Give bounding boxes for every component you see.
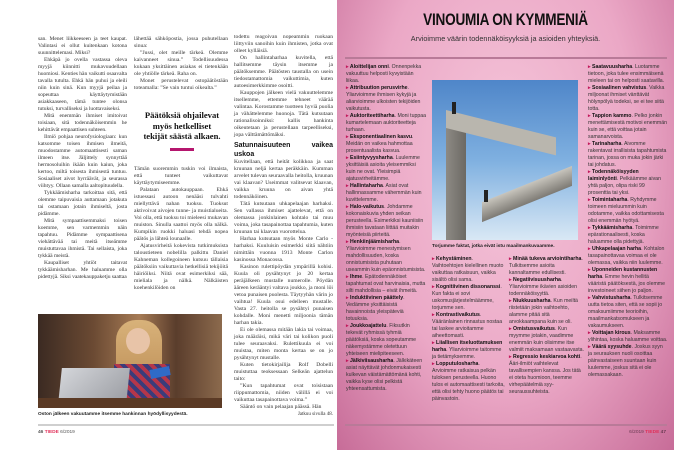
bullet-arrow-icon: ▸ xyxy=(588,64,593,70)
bias-description: Yliarvioimme ikävien asioiden todennäköisyyttä. xyxy=(509,284,578,297)
photo-caption: Oston jälkeen vakuutamme itsemme hankinnan hyödyllisyydestä. xyxy=(38,412,188,417)
bias-item: ▸ Ihme. Epätodennäköiset tapahtumat ovat harvinaisia, mutta silti mahdollisia – eivät ihmeitä. xyxy=(346,274,426,294)
bullet-arrow-icon: ▸ xyxy=(346,323,351,329)
bias-item: ▸ Minää tukeva arviointiharha. Tulkitsemme asioita kannaltamme edullisesti. xyxy=(509,256,583,276)
bullet-arrow-icon: ▸ xyxy=(432,312,437,318)
bias-description: Kun myymme jotakin, vaadimme enemmän kuin olisimme itse valmiit maksamaan vastaavasta. xyxy=(509,326,584,353)
paragraph: ”Jussi, olet meille tärkeä. Olemme kaivanneet sinua.” Todellisuudessa kukaan yksittäinen asiakas ei tietenkään ole yhtiölle tärkeä. Raha on. xyxy=(134,50,228,77)
bias-description: Ryhdymme toimeen mieluummin kuin odotamme, vaikka odottamisesta olisi enemmän hyötyä. xyxy=(588,197,664,224)
bias-term: Uponneiden kustannusten harha xyxy=(588,267,658,280)
bullet-arrow-icon: ▸ xyxy=(588,169,593,175)
bias-term: Attribuution perusvirhe xyxy=(349,85,408,91)
bias-description: Maksamme ylihintaa, koska haluamme voittaa. xyxy=(588,330,668,343)
article-column-1 xyxy=(38,36,127,281)
bias-item: ▸ Kognitiivinen dissonanssi. Kun fakta ei sovi uskomusjärjestelmäämme, torjumme sen. xyxy=(432,284,502,311)
bias-term: Aloittelijan onni xyxy=(349,64,389,70)
bias-item: ▸ Halo-vaikutus. Johdamme kokonaiskuvia yhden seikan perusteella. Esimerkiksi kauniisiin ihmisiin tavataan liittää muitakin myönteisiä piirteitä. xyxy=(346,204,424,238)
bullet-arrow-icon: ▸ xyxy=(588,141,593,147)
bias-item: ▸ Väärä syysuhde. Joskus syyn ja seurauksen nuoli osoittaa päinvastaiseen suuntaan kuin luulemme, joskus sitä ei ole olemassakaan. xyxy=(588,344,663,378)
page-number: 47 xyxy=(660,430,666,435)
section-heading: Satunnaisuuteen vaikea uskoa xyxy=(234,142,333,158)
bias-item: ▸ Henkiinjäämisharha. Yliarvioimme menestymisen mahdollisuuden, koska onnistumisista puhutaan useammin kuin epäonnistumisista. xyxy=(346,239,426,273)
bias-term: Minää tukeva arviointiharha xyxy=(513,256,582,262)
continued-note: Jatkuu sivulla 48. xyxy=(297,412,333,417)
bias-term: Tappion kammo xyxy=(592,113,632,119)
pull-quote xyxy=(140,110,224,151)
bias-description: Arvioimme ratkaisua pelkän tuloksen perusteella. Huono tulos ei automaattisesti tarkoita, että olisi tehty huono päätös tai päinvastoin. xyxy=(432,368,505,402)
bullet-arrow-icon: ▸ xyxy=(509,354,514,360)
bias-item: ▸ Attribuution perusvirhe. Yliarvioimme ihmisen kykyjä ja aliarvioimme ulkoisten tekijöiden vaikutusta. xyxy=(346,85,421,112)
paragraph: ”Kun tapahtumat ovat toisistaan riippumattomia, niiden välillä ei voi vaikuttaa tasapainottava voima.” xyxy=(234,383,333,403)
bias-item: ▸ Sosiaalinen vahvistus. Vaikka miljoonat ihmiset vänttävät hölynpölyä todeksi, se ei tee siitä totta. xyxy=(588,85,665,112)
bias-list-d xyxy=(588,64,668,379)
paragraph: Kasinon rulettipöydän ympärillä kohisi. Kuula oli pysähtynyt jo 20 kertaa peräjälkeen mustalle numerolle. Pöydän ääreen kerääntyi valtava joukko, ja moni löi vetoa punaisen puolesta. Täytyyhän värin jo vaihtua! Kuula osui edelleen mustalle. Vasta 27. heitolla se pysähtyi punaisen kohdalle. Moni menetti miljoonia tämän harhan takia. xyxy=(234,264,333,326)
bias-description: Jälkikäteen asiat näyttävät johdonmukaisesti kulkevan väistämättömänä kohti, vaikka kyse olisi pelkistä yhteensattumista. xyxy=(346,358,423,392)
bias-description: Vedämme yksittäisistä havainnoista yleispäteviä totuuksia. xyxy=(346,302,404,322)
paragraph: lähettää sähköpostia, jossa puhutellaan sinua: xyxy=(134,36,228,49)
bias-item: ▸ Tarinaharha. Aivomme rakentavat irrallisista tapahtumista tarinan, jossa on muka jokin järki tai johdatus. xyxy=(588,141,667,168)
pull-quote-bar xyxy=(170,148,194,151)
paragraph: Tätä kutsutaan uhkapelaajan harhaksi. Sen vallassa ihmiset ajattelevat, että on olemassa jonkinlainen kohtalo tai muu voima, joka tasapainottaa tapahtumia, kuten kruunan tai klaavan vuorottelua. xyxy=(234,201,333,235)
article-column-3 xyxy=(234,34,333,418)
column-3-bottom xyxy=(234,159,333,411)
divider xyxy=(345,57,667,59)
page-title: VINOUMIA ON KYMMENIÄ xyxy=(423,10,588,29)
bias-item: ▸ Omistusvaikutus. Kun myymme jotakin, vaadimme enemmän kuin olisimme itse valmiit maksamaan vastaavasta. xyxy=(509,326,584,353)
bullet-arrow-icon: ▸ xyxy=(588,267,593,273)
bias-item: ▸ Todennäköisyyden laiminlyönti. Pelkäämme aivan yhtä paljon, olipa riski 99 prosenttia tai yksi. xyxy=(588,169,661,196)
bias-item: ▸ Niukkuusharha. Kun meiltä riistetään jokin vaihtoehto, alamme pitää sitä arvokkaampana kuin se oli. xyxy=(509,298,578,325)
bias-item: ▸ Tappion kammo. Pelko jonkin menettämisestä motivoi enemmän kuin se, että voittaa jotain samanarvoista. xyxy=(588,113,667,140)
bias-term: Voittajan kirous xyxy=(592,330,631,336)
bias-description: Asiat ovat hallinnassamme vähemmän kuin kuvittelemme. xyxy=(346,183,422,203)
bias-description: Vääränlainen rinnastus nostaa tai laskee arvioitamme aiheettomasti. xyxy=(432,319,503,339)
bias-term: Lopputulosharha xyxy=(436,361,479,367)
paragraph: Harhaa kutsutaan myös Monte Carlo -harhaksi. Kuuluisin esimerkki siitä nähtiin nimittäin vuonna 1913 Monte Carlon kasinossa Monacossa. xyxy=(234,236,333,263)
bias-description: Ääri-ilmiöt vaihtelevat tavallisempien kanssa. Jos tätä ei oteta huomioon, teemme virhepäätelmiä syy-seuraussuhteista. xyxy=(509,361,581,395)
bullet-arrow-icon: ▸ xyxy=(346,85,350,91)
page-number: 46 xyxy=(38,430,44,435)
paragraph: Kaupalliset yhtiöt taitavat tykkäämisharhan. Me haluamme olla pidettyjä. Siksi vaatekauppaketju saattaa xyxy=(38,260,127,280)
page-footer xyxy=(629,430,666,435)
bias-item: ▸ Jälkiviisausharha. Jälkikäteen asiat näyttävät johdonmukaisesti kulkevan väistämättömänä kohti, vaikka kyse olisi pelkistä yhteensattumista. xyxy=(346,358,423,392)
bias-item: ▸ Esiintyvyysharha. Luulemme yksittäisiä asioita yleisemmiksi kuin ne ovat. Yleisimpiä ajatusvirheitämme. xyxy=(346,155,420,182)
bias-term: Jälkiviisausharha xyxy=(350,358,394,364)
bias-item: ▸ Regressio keskiarvoa kohti. Ääri-ilmiöt vaihtelevat tavallisempien kanssa. Jos tätä ei oteta huomioon, teemme virhepäätelmiä syy-seuraussuhteista. xyxy=(509,354,582,395)
bias-item: ▸ Aloittelijan onni. Onnenpekka vakuuttuu helposti kyvyistään liikaa. xyxy=(346,64,422,84)
bullet-arrow-icon: ▸ xyxy=(588,113,593,119)
bullet-arrow-icon: ▸ xyxy=(346,155,351,161)
photo-caption: Torjumme faktat, jotka eivät istu maailmankuvaamme. xyxy=(432,244,555,249)
bullet-arrow-icon: ▸ xyxy=(588,330,593,336)
bullet-arrow-icon: ▸ xyxy=(432,340,437,346)
bias-term: Väärä syysuhde xyxy=(592,344,632,350)
impossible-frame-photo xyxy=(432,80,578,240)
bullet-arrow-icon: ▸ xyxy=(509,256,514,262)
bias-item: ▸ Uhkapelaajan harha. Kohtalon tasapainottavaa voimaa ei ole olemassa, vaikka niin luulemme. xyxy=(588,246,665,266)
magazine-brand: TIEDE xyxy=(44,430,59,435)
bullet-arrow-icon: ▸ xyxy=(588,246,593,252)
bias-description: Joskus syyn ja seurauksen nuoli osoittaa päinvastaiseen suuntaan kuin luulemme, joskus sitä ei ole olemassakaan. xyxy=(588,344,663,378)
bias-description: Meidän on vaikea hahmottaa prosentuaalista kasvua. xyxy=(346,141,413,154)
bias-description: Kun fakta ei sovi uskomusjärjestelmäämme, torjumme sen. xyxy=(432,291,494,311)
bias-description: Toimimme epärationaalisesti, koska haluamme olla pidettyjä. xyxy=(588,225,659,245)
paragraph: Kuten tietokirjailija Rolf Dobelli muistuttaa teoksessaan Selkeän ajattelun taito: xyxy=(234,362,333,382)
paragraph: Monet perustelevat ostopäätöstään toteamalla: ”Se vain tuntui oikealta.” xyxy=(134,78,228,91)
bullet-arrow-icon: ▸ xyxy=(588,344,593,350)
bias-item: ▸ Liiallisen itseluottamuksen harha. Yliarvioimme taitomme ja tietämyksemme. xyxy=(432,340,503,360)
bias-item: ▸ Induktiivinen päättely. Vedämme yksittäisistä havainnoista yleispäteviä totuuksia. xyxy=(346,295,405,322)
bullet-arrow-icon: ▸ xyxy=(346,204,351,210)
paragraph: Ehkäpä jo ovella vastassa oleva myyjä kiinnitti mukavuudellaan huomiosi. Kenties hän vaikutti osaavalta tavalla tutulta. Ehkä hän puhui ja eleili niin kuin sinä. Kun myyjä peilaa ja sopeuttaa käyttäytymistään asiakkaaseen, tämä tuntee olonsa tutuksi, turvalliseksi ja luottavaiseksi. xyxy=(38,57,127,112)
bullet-arrow-icon: ▸ xyxy=(346,295,351,301)
bias-description: Fiksutkin tekevät ryhmissä tyhmiä päätöksiä, koska sopeutamme näkemystämme oletettuun yhteiseen mielipiteeseen. xyxy=(346,323,417,357)
divider xyxy=(345,424,667,426)
bias-term: Todennäköisyyden laiminlyönti xyxy=(588,169,639,182)
bullet-arrow-icon: ▸ xyxy=(509,298,514,304)
bullet-arrow-icon: ▸ xyxy=(346,358,351,364)
bias-description: Yliarvioimme taitomme ja tietämyksemme. xyxy=(432,347,502,360)
paragraph: san. Menet liikkeeseen ja teet kaupat. Valintasi ei ollut kuitenkaan kotona suunnittelemasi. Miksi? xyxy=(38,36,127,56)
bullet-arrow-icon: ▸ xyxy=(588,85,593,91)
bias-description: Onnenpekka vakuuttuu helposti kyvyistään liikaa. xyxy=(346,64,422,84)
bias-term: Esiintyvyysharha xyxy=(350,155,393,161)
bias-term: Eksponentiaalinen kasvu xyxy=(350,134,413,140)
bias-item: ▸ Toimintaharha. Ryhdymme toimeen mieluummin kuin odotamme, vaikka odottamisesta olisi enemmän hyötyä. xyxy=(588,197,664,224)
bias-description: Kun meiltä riistetään jokin vaihtoehto, alamme pitää sitä arvokkaampana kuin se oli. xyxy=(509,298,578,325)
bias-term: Uhkapelaajan harha xyxy=(592,246,642,252)
bias-term: Auktoriteettiharha xyxy=(349,113,395,119)
bullet-arrow-icon: ▸ xyxy=(432,361,437,367)
paragraph: todettu reagoivan nopeammin ruokaan liittyviin sanoihin kuin ihmisten, jotka ovat olleet kylläisiä. xyxy=(234,34,333,54)
bias-item: ▸ Eksponentiaalinen kasvu. Meidän on vaikea hahmottaa prosentuaalista kasvua. xyxy=(346,134,414,154)
bias-description: Yliarvioimme ihmisen kykyjä ja aliarvioimme ulkoisten tekijöiden vaikutusta. xyxy=(346,92,421,112)
right-page xyxy=(337,0,674,450)
bias-term: Induktiivinen päättely xyxy=(350,295,404,301)
bias-term: Saatavuusharha xyxy=(592,64,633,70)
paragraph: Ajatusvirheitä kokevista tutkimuksista taloustieteen nobelilla palkittu Daniel Kahneman kollegoineen kutsuu tällaisia päätöksiin vaikuttavia hetkellisiä tekijöitä häiriöiksi. Niitä ovat esimerkiksi sää, mieliala ja nälkä. Nälkäisten koehenkilöiden on xyxy=(134,243,228,291)
bias-description: Tulkitsemme asioita kannaltamme edullisesti. xyxy=(509,263,566,276)
bullet-arrow-icon: ▸ xyxy=(432,284,437,290)
page-subtitle: Arvioimme väärin todennäköisyyksiä ja asioiden yhteyksiä. xyxy=(410,34,601,43)
bias-term: Ihme xyxy=(350,274,363,280)
bias-term: Toimintaharha xyxy=(592,197,628,203)
paragraph: Tämän suoremmin tuskin voi ilmaista, että tunteet vaikuttavat käyttäytymiseemme. xyxy=(134,166,228,186)
bias-term: Omistusvaikutus xyxy=(513,326,555,332)
bias-term: Regressio keskiarvoa kohti xyxy=(513,354,581,360)
paragraph: Kauppojen jälkeen vielä vakuuttelemme itsellemme, ettemme tehneet väärää valintaa. Korostamme tuotteen hyviä puolia ja vähättelemme huonoja. Tätä kutsutaan rationalisoinniksi: kallis hankinta oikeutetaan ja perustellaan tarpeelliseksi, jopa välttämättömäksi. xyxy=(234,90,333,138)
bias-description: Pelko jonkin menettämisestä motivoi enemmän kuin se, että voittaa jotain samanarvoista. xyxy=(588,113,667,140)
bias-item: ▸ Kontrastivaikutus. Vääränlainen rinnastus nostaa tai laskee arvioitamme aiheettomasti. xyxy=(432,312,503,339)
bullet-arrow-icon: ▸ xyxy=(346,183,351,189)
bias-description: Aivomme rakentavat irrallisista tapahtumista tarinan, jossa on muka jokin järki tai johdatus. xyxy=(588,141,667,168)
bias-term: Negatiivisuusharha xyxy=(513,277,561,283)
pull-quote-text: Päätöksiä ohjailevat myös hetkelliset tekijät säästä alkaen. xyxy=(143,110,221,141)
bias-term: Halo-vaikutus xyxy=(350,204,385,210)
bias-description: Luotamme tietoon, joka tulee ensimmäisenä mieleen tai on helposti saatavilla. xyxy=(588,64,665,84)
bullet-arrow-icon: ▸ xyxy=(588,295,593,301)
bias-term: Tykkäämisharha xyxy=(592,225,633,231)
bias-item: ▸ Auktoriteettiharha. Moni tuppaa kumartelemaan auktoriteetteja turhaan. xyxy=(346,113,426,133)
issue: 6/2019 xyxy=(60,430,75,435)
paragraph: Ilmiö pohjaa neurofysiologiaan: kun katsomme toisen ihmisen ilmeitä, muodostamme automaattisesti saman ilmeen itse. Jäljittely synnyttää hermosoluihin ikään kuin kaiun, joka kertoo, miltä toisesta ihmisestä tuntuu. Sosiaaliset aivot hyrräävät, ja seurassa viihtyy. Ollaan samalla aaltopituudella. xyxy=(38,134,127,189)
paragraph: Mitä enemmän ihmiset imitoivat toisiaan, sitä todennäköisemmin he kehittävät empaattisen suhteen. xyxy=(38,113,127,133)
shopping-photo xyxy=(38,314,222,408)
paragraph: Kuvitellaan, että heität kolikkoa ja saat kruunan neljä kertaa peräkkäin. Kumman arvelet tulevan seuraavalla heitolla, kruunan vai klaavan? Useimmat valitsevat klaavan, vaikka kruuna on aivan yhtä todennäköinen. xyxy=(234,159,333,200)
bias-description: Yliarvioimme menestymisen mahdollisuuden, koska onnistumisista puhutaan useammin kuin epäonnistumisista. xyxy=(346,246,426,273)
bias-term: Hallintaharha xyxy=(350,183,383,189)
bias-item: ▸ Lopputulosharha. Arvioimme ratkaisua pelkän tuloksen perusteella. Huono tulos ei automaattisesti tarkoita, että olisi tehty huono päätös tai päinvastoin. xyxy=(432,361,505,402)
bullet-arrow-icon: ▸ xyxy=(346,64,350,70)
bias-item: ▸ Joukkoajattelu. Fiksutkin tekevät ryhmissä tyhmiä päätöksiä, koska sopeutamme näkemystämme oletettuun yhteiseen mielipiteeseen. xyxy=(346,323,417,357)
paragraph: Palataan autokauppaan. Ehkä istuessasi autoon nenääsi tulvahti miellyttävä nahan tuoksu. Tuoksut aktivoivat aivojen tunne- ja muistialueita. Voi olla, että tuoksu toi mieleesi mukavan muiston. Sinulla saattoi myös olla nälkä. Kumpikin ruokki haluasi tehdä nopea päätös ja lähteä lounaalle. xyxy=(134,187,228,242)
bias-term: Liiallisen itseluottamuksen harha xyxy=(432,340,503,353)
bias-term: Kognitiivinen dissonanssi xyxy=(436,284,501,290)
page-footer xyxy=(38,430,75,435)
bullet-arrow-icon: ▸ xyxy=(346,134,351,140)
bias-item: ▸ Negatiivisuusharha. Yliarvioimme ikävien asioiden todennäköisyyttä. xyxy=(509,277,578,297)
paragraph: On hallintaharhaa kuvitella, että hallitsemme täysin itsemme ja päätöksemme. Päätösten taustalla on usein tiedostamattomia vaikuttimia, kuten autoesimerkkimme osoitti. xyxy=(234,55,333,89)
bias-description: Moni tuppaa kumartelemaan auktoriteetteja turhaan. xyxy=(346,113,426,133)
divider xyxy=(38,424,334,426)
column-3-top xyxy=(234,34,333,139)
bias-term: Henkiinjäämisharha xyxy=(350,239,400,245)
bias-term: Kehystäminen xyxy=(436,256,472,262)
paragraph: Tykkäämisharha tarkoittaa sitä, että olemme taipuvaisia auttamaan jotakuta tai ostamaan jotain ihmiseltä, josta pidämme. xyxy=(38,190,127,217)
bias-term: Tarinaharha xyxy=(592,141,622,147)
bias-item: ▸ Tykkäämisharha. Toimimme epärationaalisesti, koska haluamme olla pidettyjä. xyxy=(588,225,659,245)
bias-description: Kohtalon tasapainottavaa voimaa ei ole olemassa, vaikka niin luulemme. xyxy=(588,246,665,266)
article-column-2-top xyxy=(134,36,228,92)
bullet-arrow-icon: ▸ xyxy=(588,225,593,231)
bias-item: ▸ Saatavuusharha. Luotamme tietoon, joka tulee ensimmäisenä mieleen tai on helposti saatavilla. xyxy=(588,64,665,84)
magazine-brand: TIEDE xyxy=(645,430,660,435)
bullet-arrow-icon: ▸ xyxy=(509,277,514,283)
paragraph: Mitä sympaattisemmaksi toisen koemme, sen varmemmin näin tapahtuu. Pidämme sympaattisena viehättävää tai meitä itseämme muistuttavaa ihmistä. Tai sellaista, joka tykkää meistä. xyxy=(38,218,127,259)
bias-term: Vahvistusharha xyxy=(592,295,631,301)
bias-item: ▸ Kehystäminen. Vaihtoehtojen kielellinen muoto vaikuttaa ratkaisuun, vaikka sisältö olisi sama. xyxy=(432,256,504,283)
bias-item: ▸ Voittajan kirous. Maksamme ylihintaa, koska haluamme voittaa. xyxy=(588,330,668,343)
bias-description: Tulkitsemme uutta tietoa siten, että se sopii jo omaksumiimme teorioihin, maailmankatsomukseen ja vakaumukseen. xyxy=(588,295,663,329)
paragraph: Ei ole olemassa mitään lakia tai voimaa, joka määräisi, mikä väri tai kolikon puoli tulee seuraavaksi. Rulettikuula ei voi muistaa, miten monta kertaa se on jo pysähtynyt mustalle. xyxy=(234,327,333,361)
bias-term: Kontrastivaikutus xyxy=(436,312,480,318)
bullet-arrow-icon: ▸ xyxy=(346,113,350,119)
bias-description: Epätodennäköiset tapahtumat ovat harvinaisia, mutta silti mahdollisia – eivät ihmeitä. xyxy=(346,274,426,294)
bias-term: Niukkuusharha xyxy=(513,298,551,304)
bias-term: Joukkoajattelu xyxy=(350,323,387,329)
bias-list-b xyxy=(432,256,505,403)
bias-list-a xyxy=(346,64,426,393)
article-column-2-bottom xyxy=(134,166,228,292)
bias-description: Vaihtoehtojen kielellinen muoto vaikuttaa ratkaisuun, vaikka sisältö olisi sama. xyxy=(432,263,504,283)
issue: 6/2019 xyxy=(629,430,644,435)
bias-list-c xyxy=(509,256,585,396)
bullet-arrow-icon: ▸ xyxy=(509,326,514,332)
bias-term: Sosiaalinen vahvistus xyxy=(592,85,647,91)
bias-description: Luulemme yksittäisiä asioita yleisemmiksi kuin ne ovat. Yleisimpiä ajatusvirheitämme. xyxy=(346,155,420,182)
bullet-arrow-icon: ▸ xyxy=(588,197,593,203)
bullet-arrow-icon: ▸ xyxy=(346,239,351,245)
bias-description: Vaikka miljoonat ihmiset vänttävät hölynpölyä todeksi, se ei tee siitä totta. xyxy=(588,85,665,112)
bias-description: Emme hevin hellitä vääristä päätöksestä, jos olemme investoineet siihen jo paljon. xyxy=(588,274,665,294)
bias-description: Pelkäämme aivan yhtä paljon, olipa riski 99 prosenttia tai yksi. xyxy=(588,176,661,196)
bullet-arrow-icon: ▸ xyxy=(346,274,351,280)
bullet-arrow-icon: ▸ xyxy=(432,256,437,262)
bias-description: Johdamme kokonaiskuvia yhden seikan perusteella. Esimerkiksi kauniisiin ihmisiin tavataan liittää muitakin myönteisiä piirteitä. xyxy=(346,204,424,238)
bias-item: ▸ Vahvistusharha. Tulkitsemme uutta tietoa siten, että se sopii jo omaksumiimme teorioihin, maailmankatsomukseen ja vakaumukseen. xyxy=(588,295,663,329)
paragraph: Sääntö on vain pelaajan päässä. Hän xyxy=(240,404,322,410)
bias-item: ▸ Hallintaharha. Asiat ovat hallinnassamme vähemmän kuin kuvittelemme. xyxy=(346,183,422,203)
bias-item: ▸ Uponneiden kustannusten harha. Emme hevin hellitä vääristä päätöksestä, jos olemme investoineet siihen jo paljon. xyxy=(588,267,665,294)
